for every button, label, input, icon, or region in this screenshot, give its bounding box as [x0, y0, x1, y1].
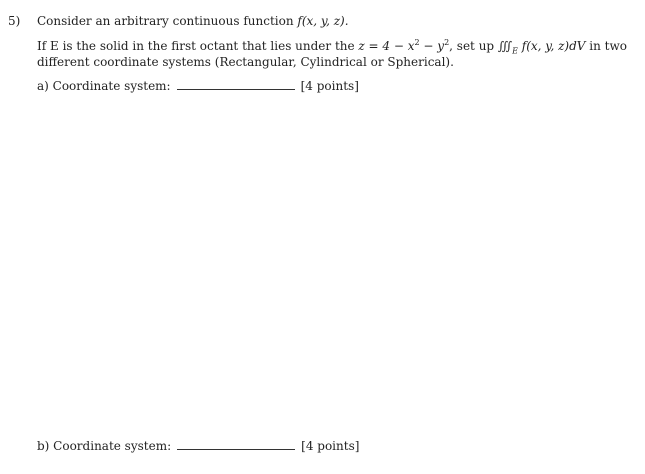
exponent-x: 2: [414, 38, 420, 47]
question-body-line-1: [37, 38, 627, 56]
surface-eq-part2: − y: [419, 39, 445, 53]
exponent-y: 2: [444, 38, 450, 47]
triple-integral-symbol: ∭: [497, 39, 513, 53]
intro-text: Consider an arbitrary continuous function: [37, 14, 298, 28]
set-up-text: , set up: [449, 39, 498, 53]
part-a-label: a) Coordinate system:: [37, 79, 171, 93]
surface-eq-part1: z = 4 − x: [358, 39, 415, 53]
part-b-label: b) Coordinate system:: [37, 439, 172, 453]
part-a: [37, 79, 359, 93]
part-a-points: [4 points]: [300, 79, 359, 93]
question-number: 5): [8, 14, 21, 28]
part-b-points: [4 points]: [301, 439, 360, 453]
integrand: f(x, y, z)dV: [517, 39, 586, 53]
integral-region: E: [512, 46, 518, 56]
part-b-answer-blank[interactable]: [177, 439, 295, 450]
part-b: [37, 439, 359, 453]
in-two-text: in two: [585, 39, 627, 53]
part-a-answer-blank[interactable]: [177, 79, 295, 90]
question-body-line-2: different coordinate systems (Rectangular, Cylindrical or Spherical).: [37, 55, 454, 69]
intro-function: f(x, y, z).: [297, 14, 349, 28]
question-intro: [37, 14, 349, 28]
body-prefix: If E is the solid in the first octant that lies under the: [37, 39, 359, 53]
